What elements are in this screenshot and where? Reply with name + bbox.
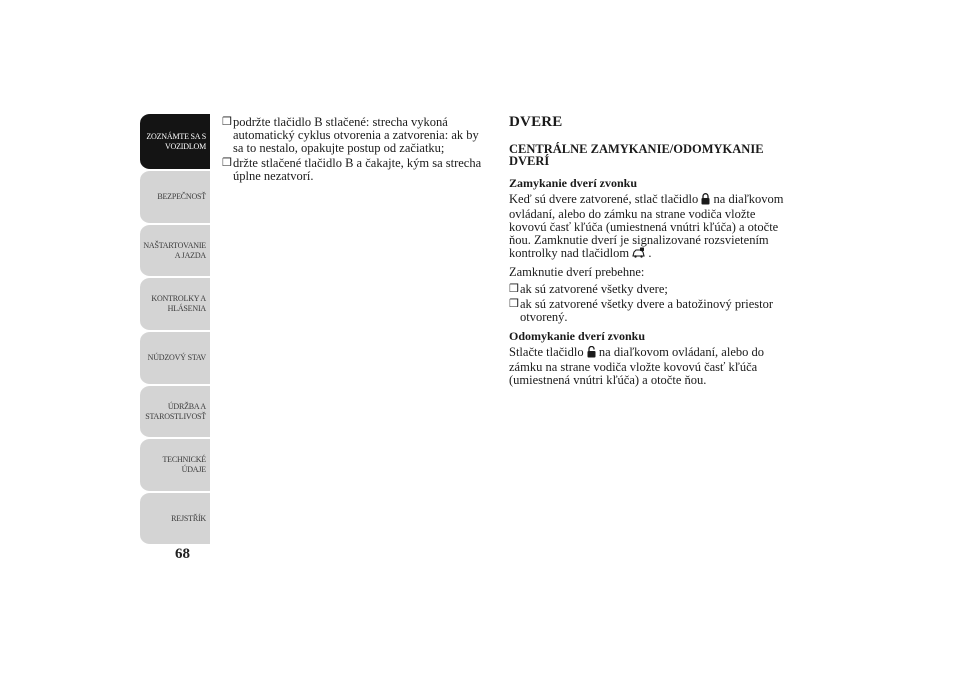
list-item-text: ak sú zatvorené všetky dvere; (520, 282, 668, 296)
lock-condition-label: Zamknutie dverí prebehne: (509, 265, 645, 279)
list-item (222, 116, 490, 155)
checkbox-bullet-icon: ❒ (509, 298, 519, 310)
list-item-text: ak sú zatvorené všetky dvere a batožinový priestor otvorený. (520, 297, 774, 324)
unlock-text-2: na diaľkovom ovládaní, alebo do zámku na strane vodiča vložte kovovú časť kľúča (umiestnená vnútri kľúča) a otočte ňou. (509, 345, 764, 387)
padlock-closed-icon (701, 193, 710, 208)
tab-label: TECHNICKÉ ÚDAJE (162, 455, 206, 474)
list-item-text: držte stlačené tlačidlo B a čakajte, kým sa strecha úplne nezatvorí. (233, 156, 482, 183)
list-item (509, 283, 784, 296)
tab-label: REJSTŘÍK (171, 513, 206, 523)
unlock-paragraph (509, 346, 784, 387)
tab-label: BEZPEČNOSŤ (157, 192, 206, 201)
checkbox-bullet-icon: ❒ (222, 116, 232, 128)
car-lock-icon (632, 247, 645, 262)
tab-label: ZOZNÁMTE SA S VOZIDLOM (146, 131, 206, 151)
padlock-open-icon (587, 346, 596, 361)
unlock-text-1: Stlačte tlačidlo (509, 345, 584, 359)
lock-text-end: . (648, 246, 652, 260)
tab-label: NAŠTARTOVANIE A JAZDA (143, 240, 206, 260)
lock-heading: Zamykanie dverí zvonku (509, 176, 638, 190)
tab-label: ÚDRŽBA A STAROSTLIVOSŤ (145, 401, 206, 421)
tab-bezpecnost[interactable] (140, 170, 210, 224)
checkbox-bullet-icon: ❒ (509, 283, 519, 295)
page-number: 68 (175, 546, 190, 562)
tab-zoznamte-sa-s-vozidlom[interactable] (140, 113, 210, 170)
unlock-heading: Odomykanie dverí zvonku (509, 329, 646, 343)
list-item-text: podržte tlačidlo B stlačené: strecha vykoná automatický cyklus otvorenia a zatvorenia: ak by sa to nestalo, opakujte postup od začiatku; (233, 115, 479, 155)
left-column (222, 116, 490, 185)
list-item (222, 157, 490, 183)
lock-text-2: na diaľkovom ovládaní, alebo do zámku na strane vodiča vložte kovovú časť kľúča (umiestnená vnútri kľúča) a otočte ňou. Zamknutie dverí je signalizované rozsvietením kontrolky nad tlačidlom (509, 192, 784, 260)
right-column (509, 116, 784, 391)
tab-label: NÚDZOVÝ STAV (147, 353, 206, 362)
list-item (509, 298, 784, 324)
lock-paragraph (509, 193, 784, 262)
tab-rejstrik[interactable] (140, 492, 210, 545)
subsection-title: CENTRÁLNE ZAMYKANIE/ODOMYKANIE DVERÍ (509, 142, 764, 168)
checkbox-bullet-icon: ❒ (222, 157, 232, 169)
tab-technicke-udaje[interactable] (140, 438, 210, 492)
tab-label: KONTROLKY A HLÁSENIA (151, 294, 206, 313)
tab-udrzba-a-starostlivost[interactable] (140, 385, 210, 438)
tab-nudzovy-stav[interactable] (140, 331, 210, 385)
tab-kontrolky-a-hlasenia[interactable] (140, 277, 210, 331)
lock-text-1: Keď sú dvere zatvorené, stlač tlačidlo (509, 192, 699, 206)
section-title: DVERE (509, 114, 563, 130)
tab-nastartovanie-a-jazda[interactable] (140, 224, 210, 277)
